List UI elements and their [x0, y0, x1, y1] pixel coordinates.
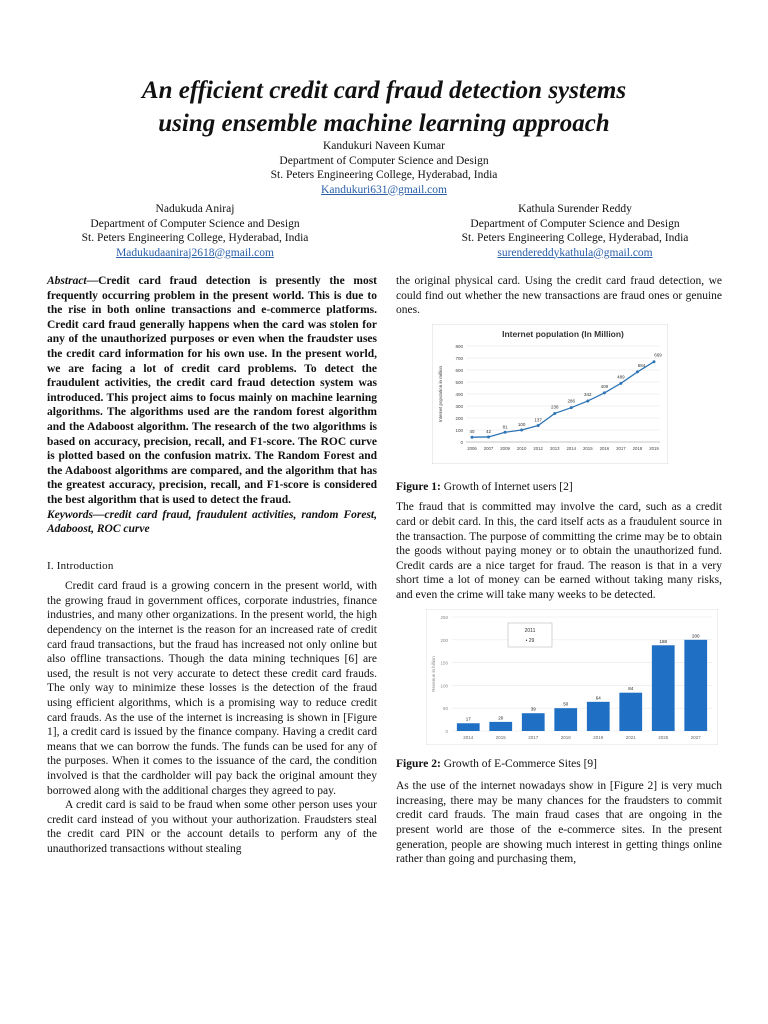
- x-tick-label: 2018: [560, 734, 571, 740]
- y-tick-label: 0: [460, 439, 463, 445]
- x-tick-label: 2027: [690, 734, 701, 740]
- x-tick-label: 2025: [658, 734, 669, 740]
- data-label: 584: [637, 362, 646, 368]
- x-tick-label: 2017: [616, 445, 626, 451]
- author-dept: Department of Computer Science and Design: [470, 217, 680, 230]
- bar: [554, 708, 577, 731]
- data-label: 409: [600, 383, 609, 389]
- y-tick-label: 800: [455, 343, 463, 349]
- bar: [489, 721, 512, 730]
- legend-entry: • 29: [525, 637, 535, 644]
- x-tick-label: 2009: [500, 445, 510, 451]
- data-point: [619, 382, 622, 385]
- figure-1-caption: [396, 480, 722, 495]
- data-label: 188: [659, 638, 668, 644]
- x-tick-label: 2010: [516, 445, 527, 451]
- x-tick-label: 2006: [467, 445, 477, 451]
- section-heading-introduction: I. Introduction: [47, 559, 114, 572]
- figure-2-text: Growth of E-Commerce Sites [9]: [440, 757, 597, 770]
- x-tick-label: 2014: [463, 734, 474, 740]
- y-tick-label: 100: [455, 427, 463, 433]
- right-paragraph-2: The fraud that is committed may involve the card, such as a credit card or debit card. In this, the card itself acts as a fraudulent source in the transaction. The purpose of committing the crime may be to obtain the goods without paying money or to obtain the unauthorized fund. Credit cards are a nice target for fraud. The reason is that in a very short time a lot of money can be earned without taking many risks, and even the crime will take many weeks to be detected.: [396, 501, 722, 601]
- figure-1-label: Figure 1:: [396, 480, 441, 493]
- author-block-1: [0, 139, 768, 197]
- data-point: [520, 428, 523, 431]
- bar: [652, 645, 675, 731]
- x-tick-label: 2021: [625, 734, 636, 740]
- data-label: 137: [534, 417, 542, 423]
- data-label: 42: [486, 428, 492, 434]
- author-block-3: [420, 202, 730, 260]
- y-axis-label: Internet population in million: [438, 365, 443, 422]
- x-tick-label: 2015: [495, 734, 506, 740]
- author-name: Kathula Surender Reddy: [518, 203, 632, 215]
- chart-title: Internet population (In Million): [502, 328, 624, 339]
- ecommerce-growth-chart: [426, 609, 718, 745]
- author-name: Kandukuri Naveen Kumar: [323, 140, 445, 152]
- figure-2-caption: [396, 757, 722, 772]
- internet-users-chart: [432, 324, 668, 464]
- y-tick-label: 600: [455, 367, 463, 373]
- author-college: St. Peters Engineering College, Hyderabad, India: [270, 169, 498, 181]
- author-email-link[interactable]: surendereddykathula@gmail.com: [497, 246, 653, 259]
- x-tick-label: 2019: [649, 445, 659, 451]
- y-tick-label: 200: [440, 637, 448, 643]
- y-tick-label: 50: [442, 705, 448, 711]
- title-line-2: using ensemble machine learning approach: [158, 110, 610, 137]
- y-tick-label: 100: [440, 682, 448, 688]
- x-tick-label: 2016: [599, 445, 610, 451]
- data-label: 17: [465, 716, 471, 722]
- x-tick-label: 2018: [632, 445, 643, 451]
- author-dept: Department of Computer Science and Design: [279, 154, 489, 167]
- bar: [457, 723, 480, 731]
- figure-1-text: Growth of Internet users [2]: [440, 480, 573, 493]
- data-point: [570, 406, 573, 409]
- y-tick-label: 150: [440, 660, 448, 666]
- data-point: [653, 360, 656, 363]
- y-tick-label: 0: [445, 728, 448, 734]
- author-block-2: [40, 202, 350, 260]
- data-point: [636, 370, 639, 373]
- x-tick-label: 2019: [593, 734, 604, 740]
- y-axis-label: Revenue in billion: [431, 655, 436, 692]
- data-point: [553, 412, 556, 415]
- right-column: [396, 274, 722, 867]
- intro-paragraph-2: A credit card is said to be fraud when some other person uses your credit card instead of you without your authorization. Fraudsters steal the credit card PIN or the account details to perform any of the unauthorized transactions without stealing: [47, 799, 377, 855]
- data-label: 286: [567, 398, 576, 404]
- x-tick-label: 2015: [583, 445, 593, 451]
- data-label: 489: [617, 374, 625, 380]
- x-tick-label: 2014: [566, 445, 577, 451]
- data-label: 238: [550, 404, 559, 410]
- data-label: 64: [595, 694, 601, 700]
- data-point: [537, 424, 540, 427]
- data-point: [487, 435, 490, 438]
- x-tick-label: 2017: [528, 734, 539, 740]
- abstract-text: —Credit card fraud detection is presently the most frequently occurring problem in the present world. This is due to the rise in both online transactions and e-commerce platforms. Credit card fraud generally happens when the card was stolen for any of the unauthorized purposes or even when the fraudster uses the credit card information for his own use. In the present world, we are facing a lot of credit card problems. To detect the fraudulent activities, the credit card fraud detection system was introduced. This project aims to focus mainly on machine learning algorithms. The algorithms used are the random forest algorithm and the Adaboost algorithm. The research of the two algorithms is based on accuracy, precision, recall, and F1-score. The ROC curve is plotted based on the confusion matrix. The Random Forest and the Adaboost algorithms are compared, and the algorithm that has the greatest accuracy, precision, recall, and F1-score is considered the best algorithm that is used to detect the fraud.: [47, 275, 377, 506]
- figure-1: [432, 324, 722, 472]
- y-tick-label: 700: [455, 355, 463, 361]
- x-tick-label: 2007: [483, 445, 494, 451]
- legend-entry: 2011: [524, 627, 536, 634]
- data-label: 84: [628, 685, 634, 691]
- right-paragraph-3: As the use of the internet nowadays show in [Figure 2] is very much increasing, there may be many chances for the fraudsters to commit credit card frauds. The main fraud cases that are ongoing in the present world are those of the e-commerce sites. In the present generation, people are showing much interest in getting things online rather than going and purchasing them,: [396, 780, 722, 866]
- abstract-label: Abstract: [47, 275, 87, 287]
- data-label: 669: [654, 352, 662, 358]
- left-column: [47, 274, 377, 857]
- data-label: 40: [469, 428, 475, 434]
- bar: [684, 639, 707, 730]
- data-label: 20: [498, 714, 504, 720]
- figure-2-label: Figure 2:: [396, 757, 441, 770]
- bar: [587, 701, 610, 730]
- keywords: Keywords—credit card fraud, fraudulent activities, random Forest, Adaboost, ROC curve: [47, 508, 377, 536]
- author-college: St. Peters Engineering College, Hyderabad, India: [461, 232, 689, 244]
- data-label: 200: [691, 632, 700, 638]
- y-tick-label: 250: [440, 614, 448, 620]
- data-label: 39: [530, 706, 536, 712]
- y-tick-label: 500: [455, 379, 463, 385]
- x-tick-label: 2013: [549, 445, 560, 451]
- author-email-link[interactable]: Madukudaaniraj2618@gmail.com: [116, 246, 274, 259]
- y-tick-label: 300: [455, 403, 463, 409]
- author-name: Nadukuda Aniraj: [155, 203, 235, 215]
- right-paragraph-1: the original physical card. Using the credit card fraud detection, we could find out whether the new transactions are fraud ones or genuine ones.: [396, 275, 722, 317]
- title-line-1: An efficient credit card fraud detection systems: [141, 77, 627, 104]
- author-college: St. Peters Engineering College, Hyderabad, India: [81, 232, 309, 244]
- y-tick-label: 200: [455, 415, 463, 421]
- author-dept: Department of Computer Science and Design: [90, 217, 300, 230]
- y-tick-label: 400: [455, 391, 463, 397]
- data-point: [471, 435, 474, 438]
- data-point: [586, 399, 589, 402]
- data-label: 50: [563, 701, 569, 707]
- author-email-link[interactable]: Kandukuri631@gmail.com: [321, 183, 447, 196]
- data-label: 342: [584, 391, 592, 397]
- bar: [619, 692, 642, 730]
- x-tick-label: 2012: [533, 445, 543, 451]
- bar: [522, 713, 545, 731]
- intro-paragraph-1: Credit card fraud is a growing concern in the present world, with the growing fraud in government offices, corporate industries, finance industries, and many other organizations. In the present world, the high dependency on the internet is the reason for an increased rate of credit card fraud transactions, but the fraud has increased not only online but also offline transactions. Though the data mining techniques [6] are used, the result is not very accurate to detect these credit card frauds. The only way to minimize these losses is the detection of the fraud using efficient algorithms, which is a promising way to reduce credit card frauds. As the use of the internet is increasing is shown in [Figure 1], a credit card is issued by the finance company. Having a credit card means that we can borrow the funds. The funds can be used for any of the purposes. When it comes to the issuance of the card, the condition involved is that the cardholder will pay back the original amount they borrowed along with the additional charges they agreed to pay.: [47, 580, 377, 797]
- data-point: [504, 431, 507, 434]
- data-point: [603, 391, 606, 394]
- data-label: 81: [502, 424, 508, 430]
- paper-title: [0, 74, 768, 140]
- abstract: [47, 274, 377, 508]
- data-label: 100: [517, 421, 526, 427]
- figure-2: [426, 609, 722, 749]
